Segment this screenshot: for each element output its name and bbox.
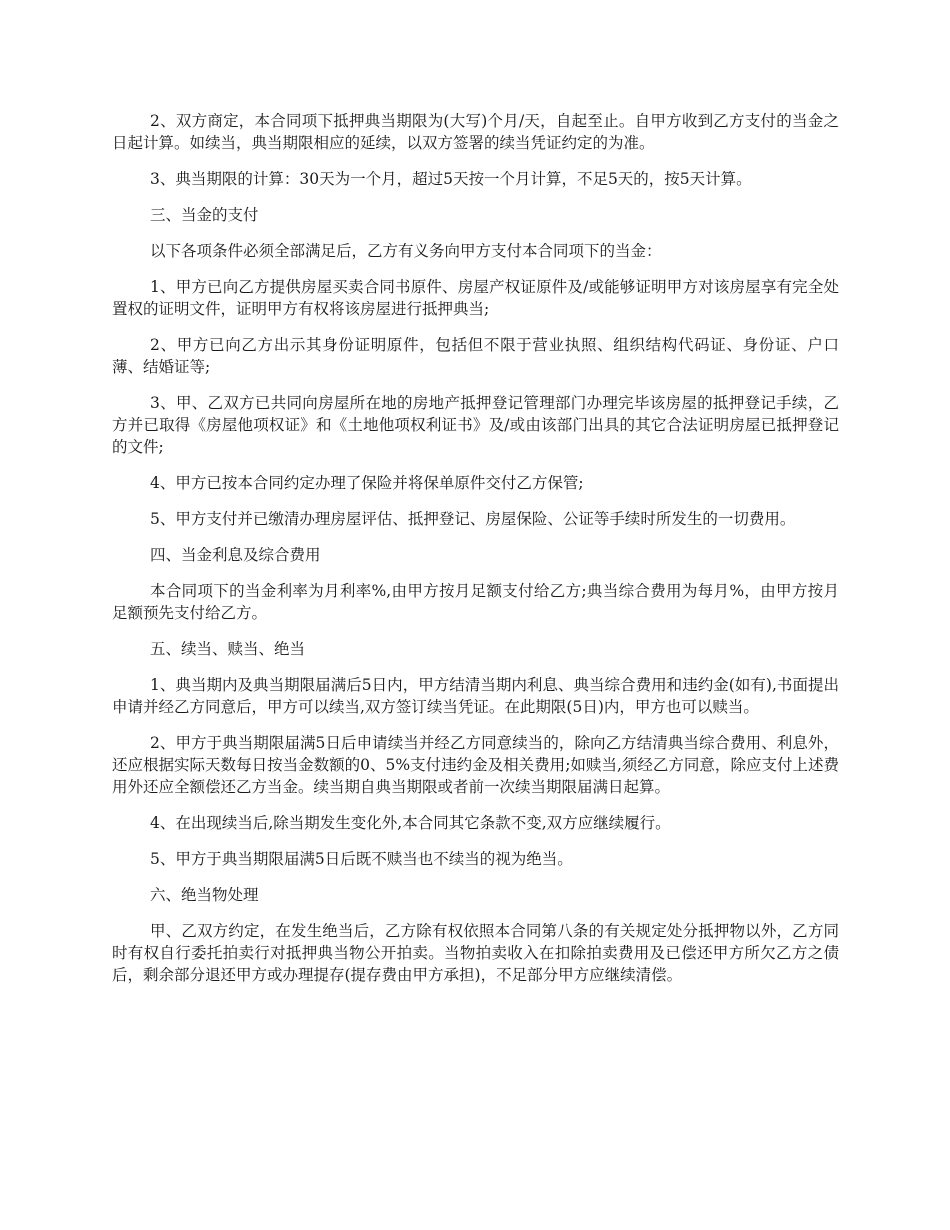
renewal-clause-5: 5、甲方于典当期限届满5日后既不赎当也不续当的视为绝当。 — [150, 850, 573, 868]
section-heading-renewal: 五、续当、赎当、绝当 — [150, 640, 306, 658]
payment-condition-2: 2、甲方已向乙方出示其身份证明原件，包括但不限于营业执照、组织结构代码证、身份证、户口薄、结婚证等; — [112, 336, 839, 376]
payment-condition-5: 5、甲方支付并已缴清办理房屋评估、抵押登记、房屋保险、公证等手续时所发生的一切费用。 — [150, 510, 796, 528]
renewal-clause-4: 4、在出现续当后,除当期发生变化外,本合同其它条款不变,双方应继续履行。 — [150, 814, 671, 832]
payment-condition-4: 4、甲方已按本合同约定办理了保险并将保单原件交付乙方保管; — [150, 474, 584, 492]
clause-2-term: 2、双方商定，本合同项下抵押典当期限为(大写)个月/天，自起至止。自甲方收到乙方支付的当金之日起计算。如续当，典当期限相应的延续，以双方签署的续当凭证约定的为准。 — [112, 112, 839, 152]
renewal-clause-1: 1、典当期内及典当期限届满后5日内，甲方结清当期内利息、典当综合费用和违约金(如有),书面提出申请并经乙方同意后，甲方可以续当,双方签订续当凭证。在此期限(5日)内，甲方也可以赎当。 — [112, 676, 839, 716]
renewal-clause-2: 2、甲方于典当期限届满5日后申请续当并经乙方同意续当的，除向乙方结清典当综合费用、利息外，还应根据实际天数每日按当金数额的0、5%支付违约金及相关费用;如赎当,须经乙方同意，除应支付上述费用外还应全额偿还乙方当金。续当期自典当期限或者前一次续当期限届满日起算。 — [112, 734, 839, 796]
document-page — [112, 110, 839, 1000]
section-heading-forfeit: 六、绝当物处理 — [150, 886, 259, 904]
section-heading-interest: 四、当金利息及综合费用 — [150, 546, 321, 564]
interest-clause: 本合同项下的当金利率为月利率%,由甲方按月足额支付给乙方;典当综合费用为每月%，由甲方按月足额预先支付给乙方。 — [112, 582, 839, 622]
payment-condition-3: 3、甲、乙双方已共同向房屋所在地的房地产抵押登记管理部门办理完毕该房屋的抵押登记手续，乙方并已取得《房屋他项权证》和《土地他项权利证书》及/或由该部门出具的其它合法证明房屋已抵押登记的文件; — [112, 394, 839, 456]
payment-condition-1: 1、甲方已向乙方提供房屋买卖合同书原件、房屋产权证原件及/或能够证明甲方对该房屋享有完全处置权的证明文件，证明甲方有权将该房屋进行抵押典当; — [112, 278, 839, 318]
clause-3-term-calculation: 3、典当期限的计算：30天为一个月，超过5天按一个月计算，不足5天的，按5天计算。 — [150, 170, 752, 188]
payment-intro: 以下各项条件必须全部满足后，乙方有义务向甲方支付本合同项下的当金： — [150, 242, 662, 260]
section-heading-payment: 三、当金的支付 — [150, 206, 259, 224]
forfeit-clause: 甲、乙双方约定，在发生绝当后，乙方除有权依照本合同第八条的有关规定处分抵押物以外，乙方同时有权自行委托拍卖行对抵押典当物公开拍卖。当物拍卖收入在扣除拍卖费用及已偿还甲方所欠乙方之债后，剩余部分退还甲方或办理提存(提存费由甲方承担)，不足部分甲方应继续清偿。 — [112, 922, 839, 984]
